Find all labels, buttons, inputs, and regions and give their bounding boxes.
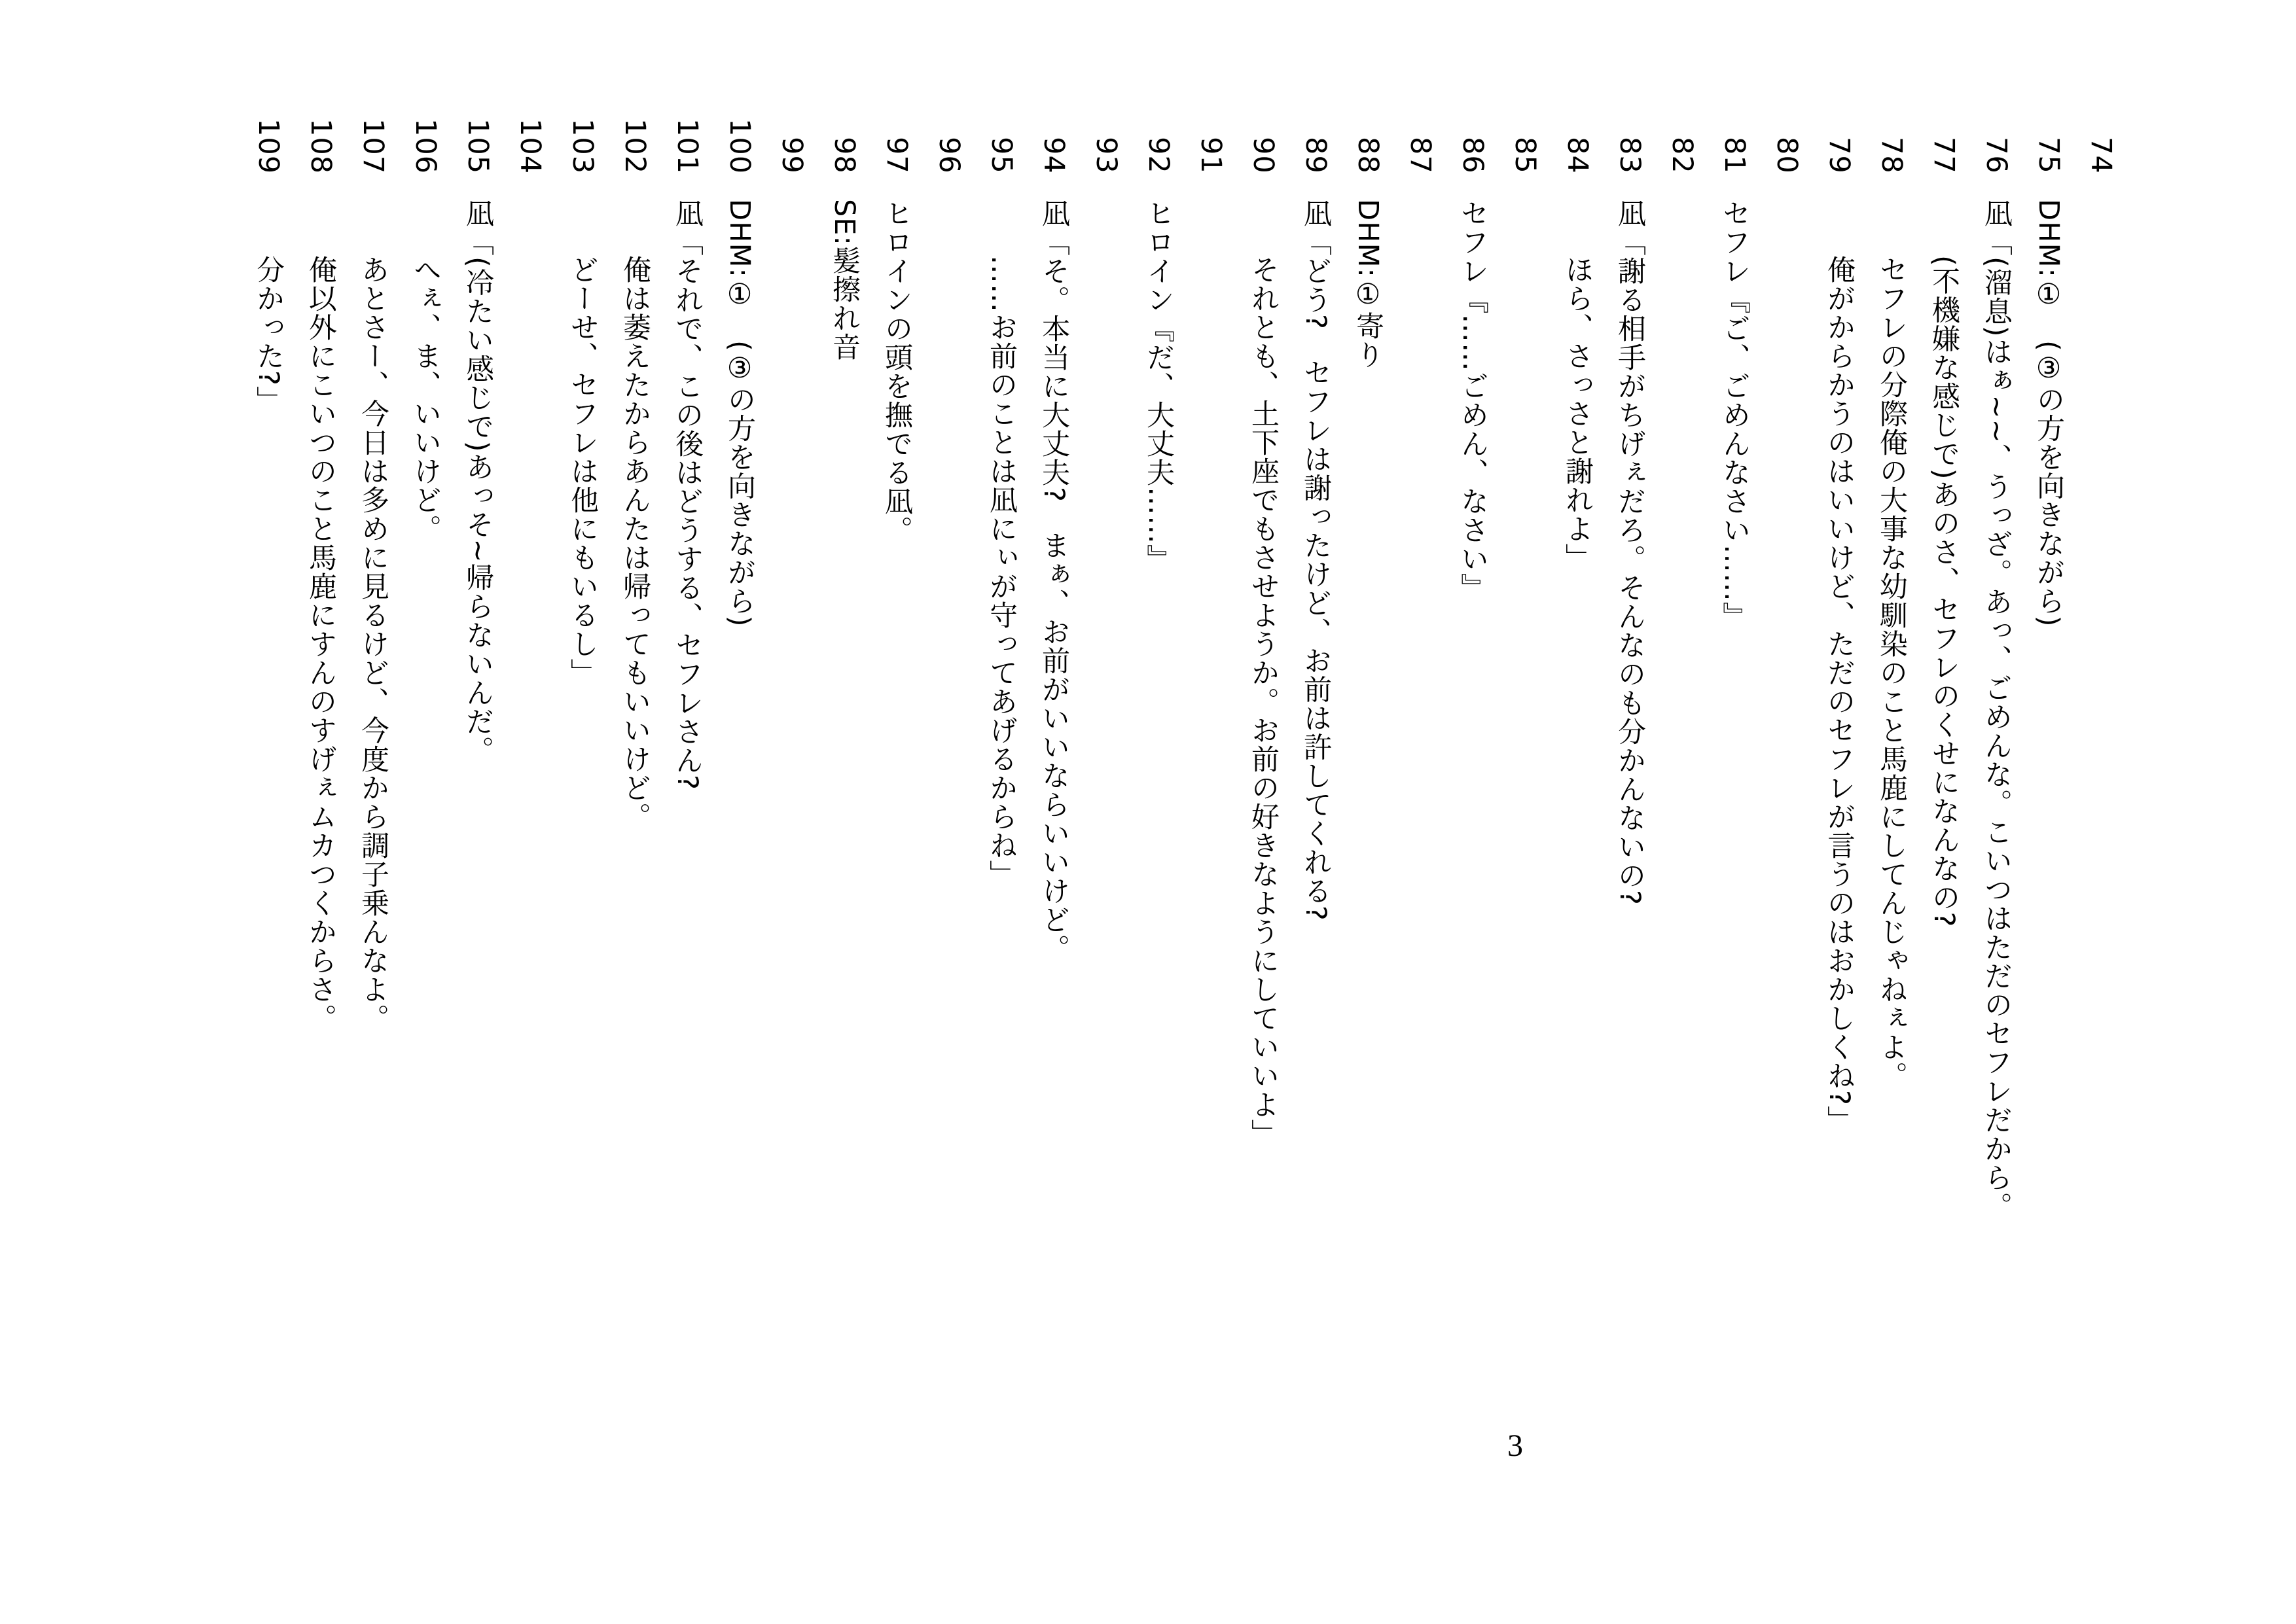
line-text: へぇ、ま、いいけど。 [409,255,442,543]
script-line [1028,92,1080,1624]
line-text: どーせ、セフレは他にもいるし」 [566,255,599,687]
line-number: 104 [514,118,547,174]
line-number: 98 [828,137,861,174]
line-number: 86 [1456,137,1489,174]
line-text: セフレの分際俺の大事な幼馴染のこと馬鹿にしてんじゃねぇよ。 [1875,255,1908,1090]
line-text: 凪「どう? セフレは謝ったけど、お前は許してくれる? [1299,199,1332,921]
line-number: 107 [357,118,389,174]
script-line [870,92,923,1624]
line-text: 俺がからかうのはいいけど、ただのセフレが言うのはおかしくね?」 [1823,255,1856,1135]
script-line [1237,92,1289,1624]
line-number: 77 [1928,137,1960,174]
line-number: 105 [461,118,494,174]
line-number: 103 [566,118,599,174]
line-number: 78 [1875,137,1908,174]
page-number: 3 [1507,1428,1523,1463]
script-line [609,92,661,1624]
script-line [2075,92,2127,1624]
line-number: 100 [723,118,756,174]
script-line [713,92,766,1624]
line-text: セフレ『ご、ごめんなさい……』 [1718,199,1751,631]
line-number: 91 [1194,137,1227,174]
line-number: 108 [304,118,337,174]
line-number: 97 [880,137,913,174]
script-line [1185,92,1237,1624]
line-text: DHM:① (③の方を向きながら) [723,199,756,627]
line-number: 106 [409,118,442,174]
line-number: 81 [1718,137,1751,174]
script-line [1446,92,1499,1624]
line-text: 凪「それで、この後はどうする、セフレさん? [671,199,704,790]
script-line [1761,92,1813,1624]
script-line [1289,92,1342,1624]
line-text: ヒロインの頭を撫でる凪。 [880,199,913,544]
line-text: 凪「(溜息)はぁ~~、うっざ。あっ、ごめんな。こいつはただのセフレだから。 [1980,199,2013,1221]
line-number: 85 [1509,137,1541,174]
line-text: 分かった?」 [252,255,285,415]
script-line [452,92,504,1624]
script-line [818,92,870,1624]
line-number: 93 [1090,137,1122,174]
line-text: SE:髪擦れ音 [828,199,861,361]
line-text: 凪「謝る相手がちげぇだろ。そんなのも分かんないの? [1613,199,1646,906]
line-number: 79 [1823,137,1856,174]
line-text: それとも、土下座でもさせようか。お前の好きなようにしていいよ」 [1247,255,1280,1148]
script-line [1708,92,1761,1624]
line-number: 101 [671,118,704,174]
line-text: ヒロイン『だ、大丈夫……』 [1142,199,1175,573]
script-line [242,92,295,1624]
line-number: 82 [1666,137,1698,174]
script-line [2022,92,2075,1624]
script-line [347,92,399,1624]
script-line [1918,92,1970,1624]
line-text: (不機嫌な感じで)あのさ、セフレのくせになんなの? [1928,255,1960,928]
line-number: 92 [1142,137,1175,174]
line-text: 凪「そ。本当に大丈夫? まぁ、お前がいいならいいけど。 [1037,199,1070,963]
script-lines [190,0,2127,1624]
line-number: 94 [1037,137,1070,174]
line-text: 凪「(冷たい感じで)あっそ~帰らないんだ。 [461,199,494,765]
line-number: 102 [619,118,651,174]
script-line [1080,92,1132,1624]
line-number: 88 [1352,137,1384,174]
line-number: 96 [933,137,965,174]
script-line [923,92,975,1624]
line-text: DHM:① (③の方を向きながら) [2032,199,2065,627]
script-line [1132,92,1185,1624]
line-number: 76 [1980,137,2013,174]
line-text: ……お前のことは凪にぃが守ってあげるからね」 [985,255,1018,889]
line-number: 95 [985,137,1018,174]
line-number: 109 [252,118,285,174]
script-line [556,92,609,1624]
script-line [975,92,1028,1624]
line-number: 87 [1404,137,1437,174]
line-number: 99 [776,137,808,174]
script-line [1970,92,2022,1624]
script-line [1342,92,1394,1624]
script-line [1656,92,1708,1624]
line-text: セフレ『……ごめん、なさい』 [1456,199,1489,602]
line-text: 俺以外にこいつのこと馬鹿にすんのすげぇムカつくからさ。 [304,255,337,1033]
script-line [399,92,452,1624]
script-line [295,92,347,1624]
script-line [1551,92,1604,1624]
line-number: 75 [2032,137,2065,174]
script-line [1865,92,1918,1624]
line-number: 89 [1299,137,1332,174]
script-line [1394,92,1446,1624]
script-line [504,92,556,1624]
line-number: 84 [1561,137,1594,174]
line-number: 74 [2085,137,2117,174]
script-line [661,92,713,1624]
script-line [766,92,818,1624]
line-number: 90 [1247,137,1280,174]
script-line [1604,92,1656,1624]
line-text: DHM:①寄り [1352,199,1384,370]
line-number: 80 [1770,137,1803,174]
line-text: 俺は萎えたからあんたは帰ってもいいけど。 [619,255,651,831]
script-line [1813,92,1865,1624]
line-number: 83 [1613,137,1646,174]
script-line [1499,92,1551,1624]
line-text: ほら、さっさと謝れよ」 [1561,255,1594,572]
line-text: あとさー、今日は多めに見るけど、今度から調子乗んなよ。 [357,255,389,1033]
